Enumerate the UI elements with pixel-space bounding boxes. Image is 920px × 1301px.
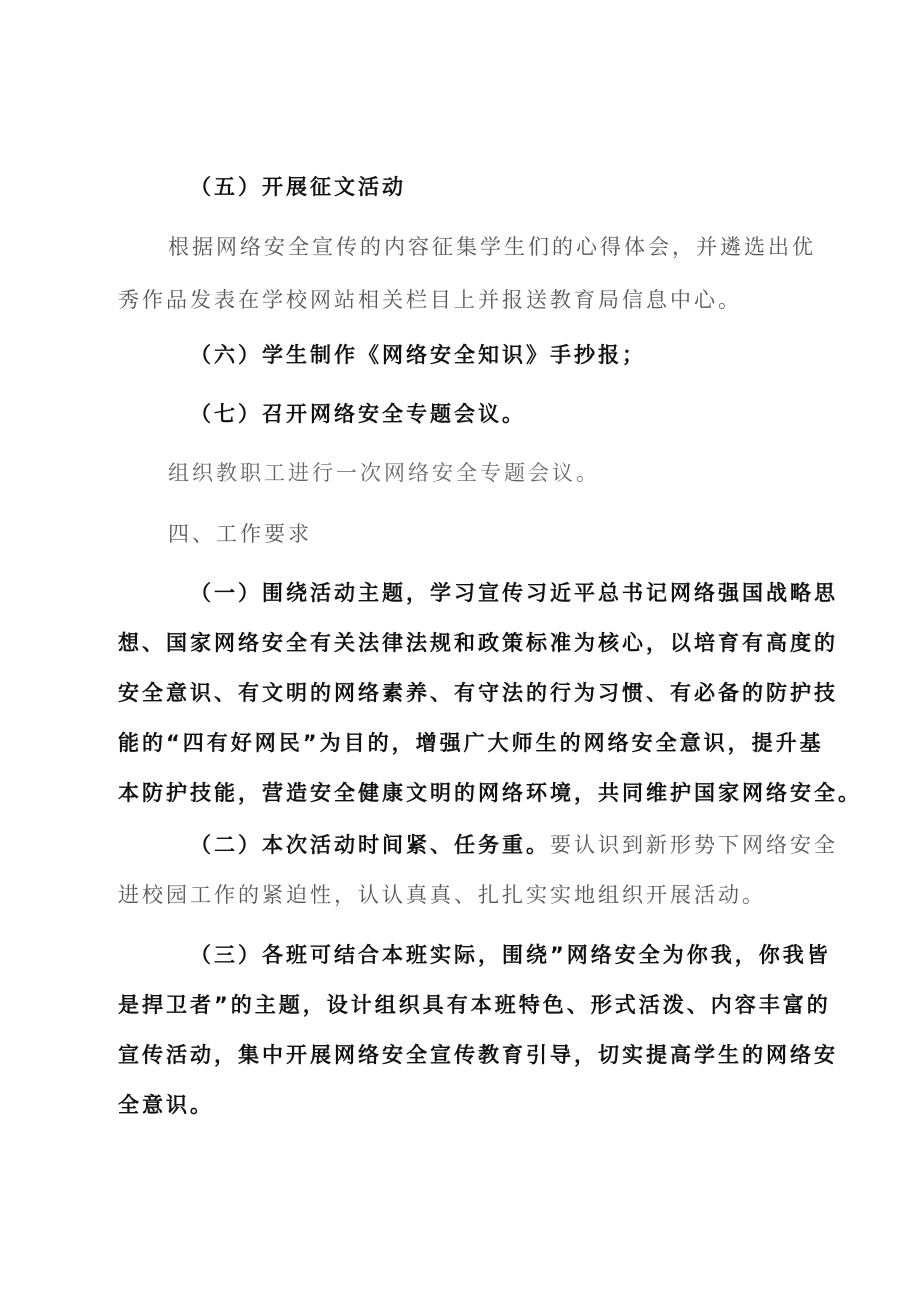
- section-6-title: （六）学生制作《网络安全知识》手抄报；: [190, 343, 646, 367]
- section-5-body-line-2: 秀作品发表在学校网站相关栏目上并报送教育局信息中心。: [118, 288, 742, 312]
- section-7-title: （七）召开网络安全专题会议。: [190, 402, 526, 426]
- requirement-3-line-4: 全意识。: [118, 1093, 214, 1117]
- requirement-2-lead: （二）本次活动时间紧、任务重。: [190, 833, 550, 857]
- requirement-1-line-5: 本防护技能，营造安全健康文明的网络环境，共同维护国家网络安全。: [118, 781, 862, 805]
- section-5-body-line-1: 根据网络安全宣传的内容征集学生们的心得体会，并遴选出优: [168, 235, 816, 259]
- section-7-body: 组织教职工进行一次网络安全专题会议。: [168, 461, 600, 485]
- requirement-1-line-4: 能的“四有好网民”为目的，增强广大师生的网络安全意识，提升基: [118, 731, 824, 755]
- requirement-2-line-1: [190, 830, 838, 860]
- requirement-3-line-3: 宣传活动，集中开展网络安全宣传教育引导，切实提高学生的网络安: [118, 1043, 838, 1067]
- requirement-2-rest: 要认识到新形势下网络安全: [550, 833, 838, 857]
- requirement-2-line-2: 进校园工作的紧迫性，认认真真、扎扎实实地组织开展活动。: [118, 883, 766, 907]
- requirement-3-line-2: 是捍卫者”的主题，设计组织具有本班特色、形式活泼、内容丰富的: [118, 993, 831, 1017]
- requirement-1-line-2: 想、国家网络安全有关法律法规和政策标准为核心，以培育有高度的: [118, 631, 838, 655]
- requirement-3-line-1: （三）各班可结合本班实际，围绕”网络安全为你我，你我皆: [190, 943, 831, 967]
- requirement-1-line-3: 安全意识、有文明的网络素养、有守法的行为习惯、有必备的防护技: [118, 681, 838, 705]
- requirement-1-line-1: （一）围绕活动主题，学习宣传习近平总书记网络强国战略思: [190, 581, 838, 605]
- section-5-title: （五）开展征文活动: [190, 175, 406, 199]
- section-4-heading: 四、工作要求: [168, 522, 312, 546]
